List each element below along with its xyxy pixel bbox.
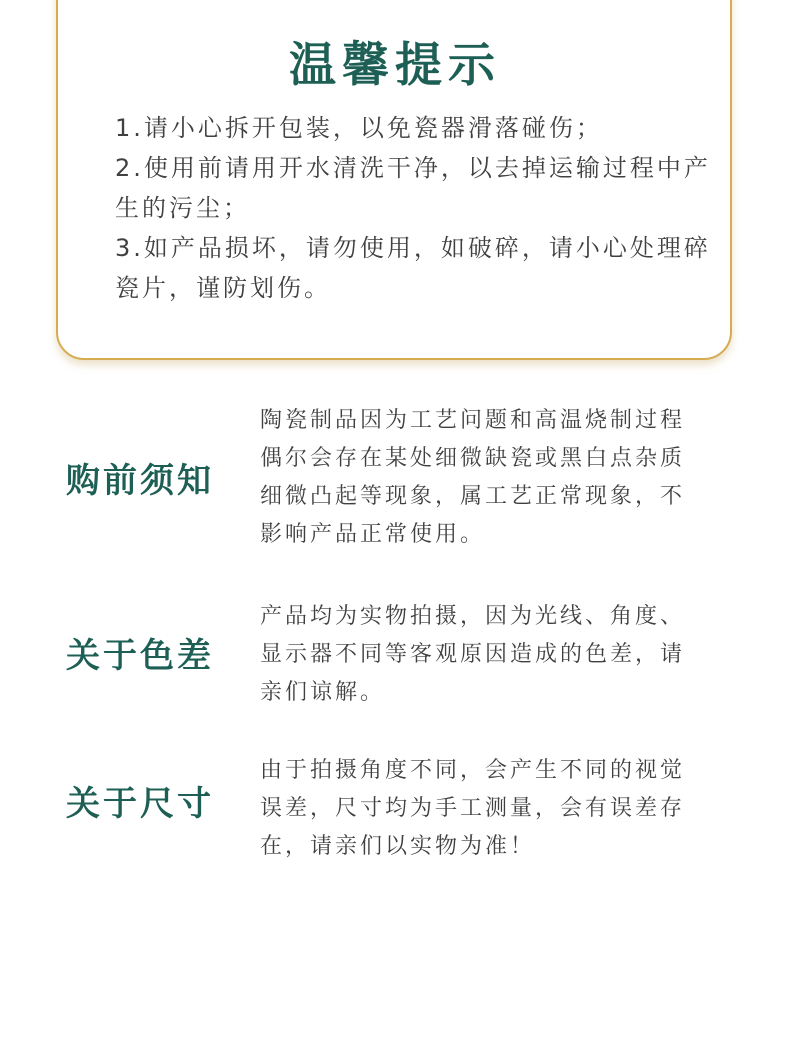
notice-list — [115, 108, 715, 308]
section-heading-color-difference: 关于色差 — [66, 636, 214, 676]
notice-item: 2.使用前请用开水清洗干净，以去掉运输过程中产生的污尘； — [115, 154, 711, 222]
notice-item: 1.请小心拆开包装，以免瓷器滑落碰伤； — [115, 114, 603, 142]
section-text-size: 由于拍摄角度不同，会产生不同的视觉 误差，尺寸均为手工测量，会有误差存 在，请亲们以实物为准！ — [260, 758, 686, 859]
section-heading-size: 关于尺寸 — [66, 784, 214, 824]
section-text-color-difference: 产品均为实物拍摄，因为光线、角度、 显示器不同等客观原因造成的色差，请 亲们谅解。 — [260, 604, 686, 705]
section-heading-purchase-notice: 购前须知 — [66, 461, 214, 501]
notice-title: 温馨提示 — [289, 38, 501, 93]
section-text-purchase-notice: 陶瓷制品因为工艺问题和高温烧制过程 偶尔会存在某处细微缺瓷或黑白点杂质 细微凸起等现象，属工艺正常现象，不 影响产品正常使用。 — [260, 408, 686, 547]
notice-item: 3.如产品损坏，请勿使用，如破碎，请小心处理碎瓷片，谨防划伤。 — [115, 234, 711, 302]
